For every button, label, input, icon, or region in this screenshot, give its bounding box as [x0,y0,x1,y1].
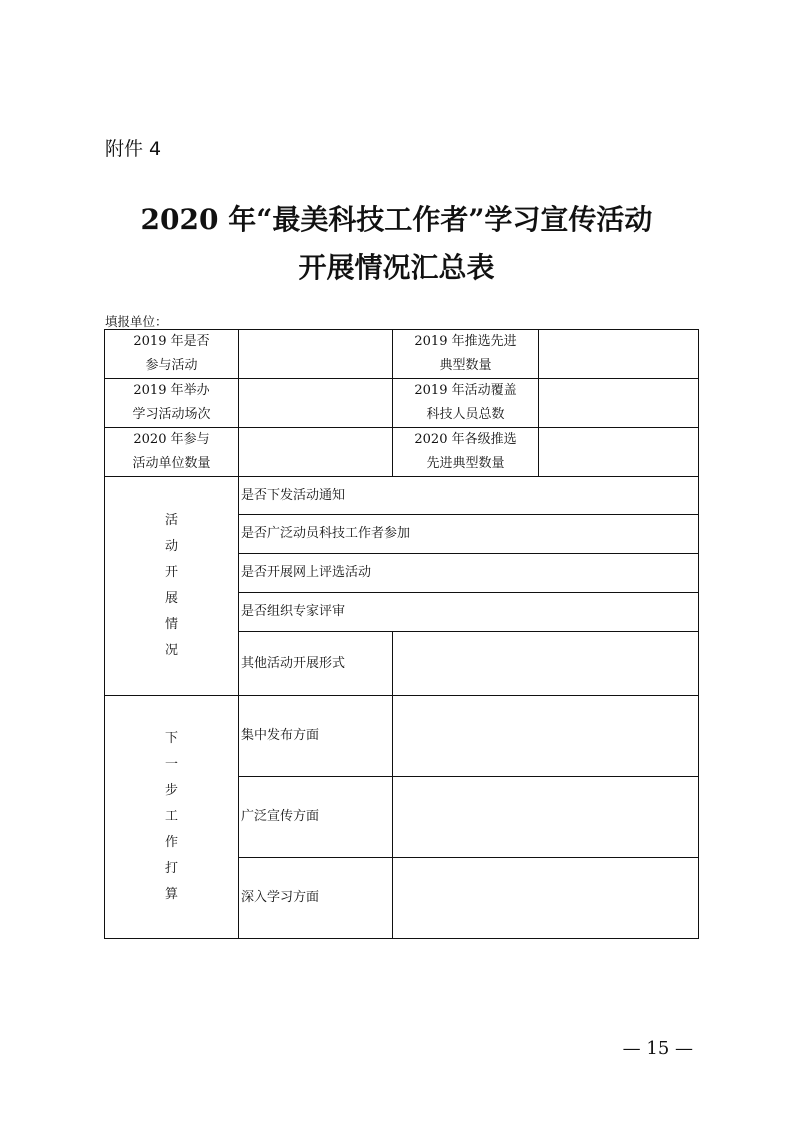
unit-label: 填报单位： [105,314,168,329]
row-label: 2020 年各级推选 先进典型数量 [393,428,539,477]
row-label: 2019 年举办 学习活动场次 [105,379,239,428]
value-cell[interactable] [539,379,699,428]
row-label: 2020 年参与 活动单位数量 [105,428,239,477]
table-row [105,330,699,379]
section-plan-label: 下 一 步 工 作 打 算 [105,696,239,939]
row-label: 2019 年推选先进 典型数量 [393,330,539,379]
value-cell[interactable] [239,379,393,428]
page-title-line1: 2020 年“最美科技工作者”学习宣传活动 [140,203,653,236]
row-label: 2019 年活动覆盖 科技人员总数 [393,379,539,428]
value-cell[interactable] [239,330,393,379]
plan-item-value[interactable] [393,777,699,858]
activity-item[interactable]: 是否广泛动员科技工作者参加 [239,515,699,554]
page-number: — 15 — [622,1038,693,1059]
plan-item-value[interactable] [393,858,699,939]
row-label: 2019 年是否 参与活动 [105,330,239,379]
plan-item-value[interactable] [393,696,699,777]
value-cell[interactable] [539,330,699,379]
section-activity-label: 活 动 开 展 情 况 [105,477,239,696]
plan-item-label: 广泛宣传方面 [239,777,393,858]
table-row [105,696,699,777]
other-activity-label: 其他活动开展形式 [239,632,393,696]
page-title-line2: 开展情况汇总表 [298,251,495,284]
activity-item[interactable]: 是否下发活动通知 [239,477,699,515]
summary-table [104,329,699,939]
table-row [105,379,699,428]
value-cell[interactable] [539,428,699,477]
value-cell[interactable] [239,428,393,477]
plan-item-label: 深入学习方面 [239,858,393,939]
table-row [105,477,699,515]
activity-item[interactable]: 是否开展网上评选活动 [239,554,699,593]
attachment-label: 附件 4 [105,138,162,160]
activity-item[interactable]: 是否组织专家评审 [239,593,699,632]
table-row [105,428,699,477]
other-activity-value[interactable] [393,632,699,696]
plan-item-label: 集中发布方面 [239,696,393,777]
